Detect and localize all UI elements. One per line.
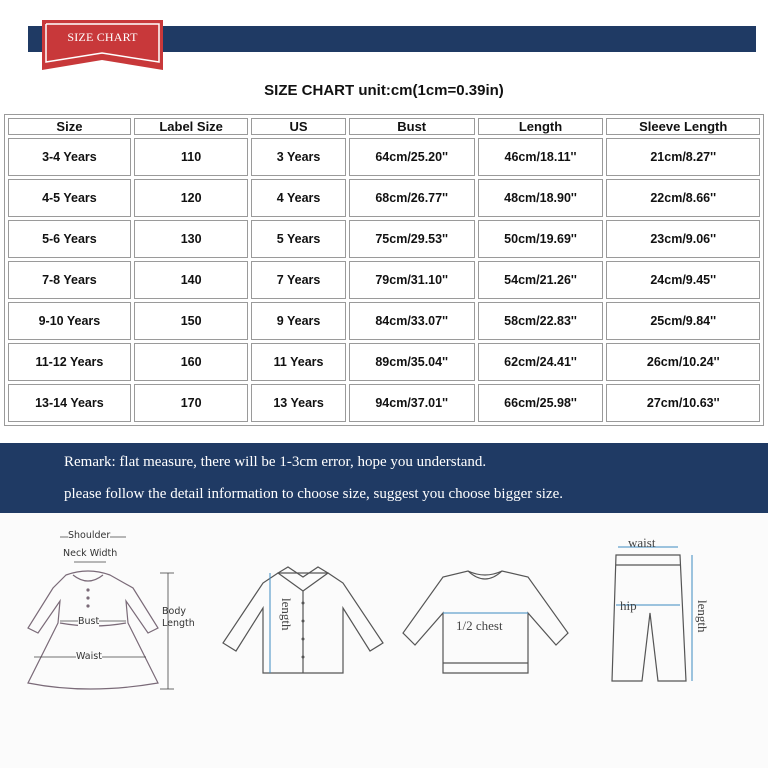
table-cell: 13 Years <box>251 384 345 422</box>
table-cell: 4-5 Years <box>8 179 131 217</box>
table-cell: 68cm/26.77'' <box>349 179 475 217</box>
table-cell: 11-12 Years <box>8 343 131 381</box>
column-header: US <box>251 118 345 135</box>
table-cell: 5 Years <box>251 220 345 258</box>
table-cell: 9 Years <box>251 302 345 340</box>
table-row <box>8 138 760 176</box>
dress-body-label: Body <box>162 606 186 617</box>
table-cell: 66cm/25.98'' <box>478 384 604 422</box>
table-cell: 58cm/22.83'' <box>478 302 604 340</box>
table-row <box>8 179 760 217</box>
table-cell: 130 <box>134 220 249 258</box>
column-header: Bust <box>349 118 475 135</box>
table-cell: 9-10 Years <box>8 302 131 340</box>
table-cell: 150 <box>134 302 249 340</box>
table-cell: 3-4 Years <box>8 138 131 176</box>
dress-bust-label: Bust <box>78 616 100 627</box>
pants-hip-label: hip <box>620 598 637 613</box>
table-cell: 110 <box>134 138 249 176</box>
table-cell: 64cm/25.20'' <box>349 138 475 176</box>
size-table <box>5 115 763 425</box>
table-cell: 120 <box>134 179 249 217</box>
table-row <box>8 343 760 381</box>
column-header: Label Size <box>134 118 249 135</box>
table-cell: 140 <box>134 261 249 299</box>
column-header: Size <box>8 118 131 135</box>
table-cell: 50cm/19.69'' <box>478 220 604 258</box>
table-cell: 13-14 Years <box>8 384 131 422</box>
table-cell: 46cm/18.11'' <box>478 138 604 176</box>
dress-length-label: Length <box>162 618 195 629</box>
pants-waist-label: waist <box>628 535 656 550</box>
chart-title: SIZE CHART unit:cm(1cm=0.39in) <box>264 82 504 99</box>
sweater-diagram <box>398 513 573 688</box>
table-cell: 22cm/8.66'' <box>606 179 760 217</box>
table-cell: 21cm/8.27'' <box>606 138 760 176</box>
table-cell: 62cm/24.41'' <box>478 343 604 381</box>
table-header-row <box>8 118 760 135</box>
table-row <box>8 220 760 258</box>
table-cell: 75cm/29.53'' <box>349 220 475 258</box>
table-cell: 79cm/31.10'' <box>349 261 475 299</box>
remark-line-2: please follow the detail information to choose size, suggest you choose bigger size. <box>64 486 564 502</box>
shirt-length-label: length <box>279 598 294 631</box>
table-cell: 54cm/21.26'' <box>478 261 604 299</box>
dress-shoulder-label: Shoulder <box>68 530 111 541</box>
table-cell: 170 <box>134 384 249 422</box>
table-cell: 94cm/37.01'' <box>349 384 475 422</box>
size-table-container <box>4 114 764 426</box>
column-header: Sleeve Length <box>606 118 760 135</box>
dress-waist-label: Waist <box>76 651 102 662</box>
table-cell: 3 Years <box>251 138 345 176</box>
table-cell: 5-6 Years <box>8 220 131 258</box>
column-header: Length <box>478 118 604 135</box>
table-cell: 7 Years <box>251 261 345 299</box>
table-cell: 160 <box>134 343 249 381</box>
table-cell: 25cm/9.84'' <box>606 302 760 340</box>
remark-line-1: Remark: flat measure, there will be 1-3cm error, hope you understand. <box>64 454 487 470</box>
table-cell: 89cm/35.04'' <box>349 343 475 381</box>
table-cell: 11 Years <box>251 343 345 381</box>
table-cell: 24cm/9.45'' <box>606 261 760 299</box>
table-row <box>8 384 760 422</box>
pants-length-label: length <box>695 600 710 633</box>
table-cell: 23cm/9.06'' <box>606 220 760 258</box>
table-cell: 4 Years <box>251 179 345 217</box>
sweater-chest-label: 1/2 chest <box>456 618 503 633</box>
table-row <box>8 261 760 299</box>
table-cell: 84cm/33.07'' <box>349 302 475 340</box>
table-cell: 26cm/10.24'' <box>606 343 760 381</box>
shirt-diagram <box>218 513 388 683</box>
table-cell: 48cm/18.90'' <box>478 179 604 217</box>
table-cell: 27cm/10.63'' <box>606 384 760 422</box>
dress-neck-label: Neck Width <box>63 548 118 559</box>
table-row <box>8 302 760 340</box>
size-chart-badge: SIZE CHART <box>67 30 138 44</box>
table-cell: 7-8 Years <box>8 261 131 299</box>
